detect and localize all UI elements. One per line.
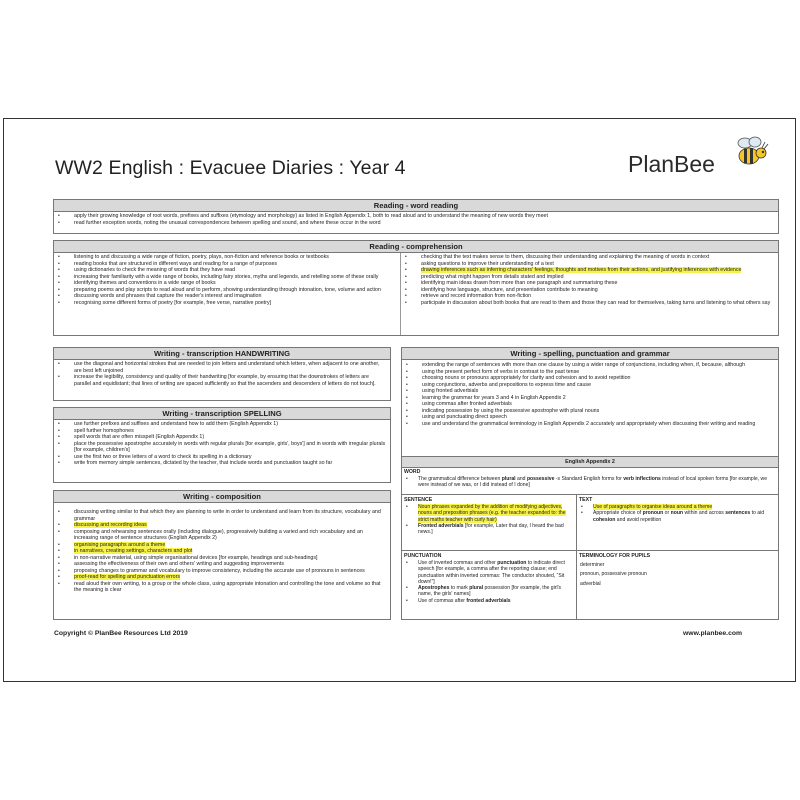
list-item: • identifying how language, structure, and presentation contribute to meaning <box>405 287 776 294</box>
list-item: • read further exception words, noting the unusual correspondences between spelling and sound, and where these occur in the word <box>58 220 775 227</box>
list-item: • predicting what might happen from details stated and implied <box>405 274 776 281</box>
list-item: • assessing the effectiveness of their own and others' writing and suggesting improvements <box>58 561 387 568</box>
list-item: • Appropriate choice of pronoun or noun within and across sentences to aid cohesion and avoid repetition <box>581 510 775 523</box>
list-item: • identifying main ideas drawn from more than one paragraph and summarising these <box>405 280 776 287</box>
word-reading-header: Reading - word reading <box>54 200 778 212</box>
list-item: • listening to and discussing a wide range of fiction, poetry, plays, non-fiction and reference books or textbooks <box>58 254 393 261</box>
list-item: • spell further homophones <box>58 428 387 435</box>
word-cell <box>402 467 778 495</box>
list-item: • use and understand the grammatical terminology in English Appendix 2 accurately and appropriately when discussing their writing and reading <box>406 421 775 428</box>
list-item: • Fronted adverbials [for example, Later that day, I heard the bad news.] <box>406 523 573 536</box>
highlighted-text: Use of paragraphs to organise ideas around a theme <box>593 504 713 510</box>
list-item: • using dictionaries to check the meaning of words that they have read <box>58 267 393 274</box>
website-link[interactable]: www.planbee.com <box>683 630 743 637</box>
composition-header: Writing - composition <box>54 491 390 503</box>
terminology-cell <box>577 551 778 619</box>
appendix-header: English Appendix 2 <box>402 456 778 468</box>
term: determiner <box>580 562 605 568</box>
list-item: • recognising some different forms of poetry [for example, free verse, narrative poetry] <box>58 300 393 307</box>
punctuation-cell <box>402 551 577 619</box>
list-item: • Use of inverted commas and other punctuation to indicate direct speech [for example, a comma after the reporting clause; end punctuation within inverted commas: The conductor shouted, “Sit down!”] <box>406 560 573 585</box>
list-item: • indicating possession by using the possessive apostrophe with plural nouns <box>406 408 775 415</box>
comprehension-header: Reading - comprehension <box>54 241 778 253</box>
list-item: • preparing poems and play scripts to read aloud and to perform, showing understanding through intonation, tone, volume and action <box>58 287 393 294</box>
list-item: • identifying themes and conventions in a wide range of books <box>58 280 393 287</box>
list-item: • read aloud their own writing, to a group or the whole class, using appropriate intonation and controlling the tone and volume so that the meaning is clear <box>58 581 387 594</box>
appendix-2-panel <box>402 456 778 620</box>
list-item: • in non-narrative material, using simple organisational devices [for example, headings and sub-headings] <box>58 555 387 562</box>
list-item: • use further prefixes and suffixes and understand how to add them (English Appendix 1) <box>58 421 387 428</box>
list-item: • using the present perfect form of verbs in contrast to the past tense <box>406 369 775 376</box>
highlighted-text: in narratives, creating settings, characters and plot <box>74 548 193 554</box>
list-item: • proposing changes to grammar and vocabulary to improve consistency, including the accurate use of pronouns in sentences <box>58 568 387 575</box>
page-title: WW2 English : Evacuee Diaries : Year 4 <box>55 157 406 179</box>
list-item: • checking that the text makes sense to them, discussing their understanding and explaining the meaning of words in context <box>405 254 776 261</box>
word-reading-list <box>54 212 778 227</box>
punctuation-title: PUNCTUATION <box>404 553 442 559</box>
term: pronoun, possessive pronoun <box>580 571 647 578</box>
list-item: • place the possessive apostrophe accurately in words with regular plurals [for example, girls', boys'] and in words with irregular plurals [for example, children's] <box>58 441 387 454</box>
list-item: • increasing their familiarity with a wide range of books, including fairy stories, myths and legends, and retelling some of these orally <box>58 274 393 281</box>
list-item: • learning the grammar for years 3 and 4 in English Appendix 2 <box>406 395 775 402</box>
handwriting-header: Writing - transcription HANDWRITING <box>54 348 390 360</box>
highlighted-text: proof-read for spelling and punctuation errors <box>74 574 180 580</box>
copyright-footer: Copyright © PlanBee Resources Ltd 2019 <box>54 630 188 637</box>
list-item: • spell words that are often misspelt (English Appendix 1) <box>58 434 387 441</box>
composition-section <box>53 490 391 620</box>
sentence-cell <box>402 495 577 551</box>
highlighted-text: Noun phrases expanded by the addition of modifying adjectives, nouns and preposition phrases (e.g. the teacher expanded to: the strict maths teacher with curly hair) <box>418 504 566 523</box>
list-item: • participate in discussion about both books that are read to them and those they can read for themselves, taking turns and listening to what others say <box>405 300 776 307</box>
list-item: • choosing nouns or pronouns appropriately for clarity and cohesion and to avoid repetition <box>406 375 775 382</box>
sentence-title: SENTENCE <box>404 497 433 503</box>
spag-section <box>401 347 779 620</box>
spelling-section <box>53 407 391 483</box>
spelling-header: Writing - transcription SPELLING <box>54 408 390 420</box>
list-item: • using conjunctions, adverbs and prepositions to express time and cause <box>406 382 775 389</box>
list-item: • increase the legibility, consistency and quality of their handwriting [for example, by ensuring that the downstrokes of letters are parallel and equidistant; that lines of writing are spaced sufficiently so that the ascenders and descenders of letters do not touch]. <box>58 374 387 387</box>
list-item: • retrieve and record information from non-fiction <box>405 293 776 300</box>
list-item <box>406 504 573 523</box>
list-item: • Use of commas after fronted adverbials <box>406 598 573 604</box>
bee-icon <box>731 134 771 174</box>
list-item: • apply their growing knowledge of root words, prefixes and suffixes (etymology and morphology) as listed in English Appendix 1, both to read aloud and to understand the meaning of new words they meet <box>58 213 775 220</box>
list-item: • write from memory simple sentences, dictated by the teacher, that include words and punctuation taught so far <box>58 460 387 467</box>
list-item: • extending the range of sentences with more than one clause by using a wider range of conjunctions, including when, if, because, although <box>406 362 775 369</box>
text-title: TEXT <box>579 497 593 503</box>
brand-name: PlanBee <box>628 151 715 177</box>
list-item: • reading books that are structured in different ways and reading for a range of purposes <box>58 261 393 268</box>
list-item: • use the diagonal and horizontal strokes that are needed to join letters and understand which letters, when adjacent to one another, are best left unjoined <box>58 361 387 374</box>
list-item: • discussing words and phrases that capture the reader's interest and imagination <box>58 293 393 300</box>
comprehension-right-column <box>400 253 779 335</box>
planbee-logo <box>628 140 778 186</box>
list-item: • Apostrophes to mark plural possession [for example, the girl's name, the girls' names] <box>406 585 573 598</box>
word-reading-section <box>53 199 779 234</box>
list-item: • discussing writing similar to that which they are planning to write in order to understand and learn from its structure, vocabulary and grammar <box>58 509 387 522</box>
term: adverbial <box>580 580 601 587</box>
comprehension-left-column <box>54 253 396 335</box>
list-item: • use the first two or three letters of a word to check its spelling in a dictionary <box>58 454 387 461</box>
comprehension-section <box>53 240 779 336</box>
list-item: • The grammatical difference between plural and possessive -s Standard English forms for verb inflections instead of local spoken forms [for example, we were instead of we was, or I did instead of I done] <box>406 476 775 489</box>
handwriting-section <box>53 347 391 401</box>
list-item: • using fronted adverbials <box>406 388 775 395</box>
highlighted-text: discussing and recording ideas <box>74 522 147 528</box>
list-item: • using and punctuating direct speech <box>406 414 775 421</box>
list-item: • using commas after fronted adverbials <box>406 401 775 408</box>
highlighted-text: drawing inferences such as inferring characters' feelings, thoughts and motives from their actions, and justifying inferences with evidence <box>421 267 742 273</box>
word-title: WORD <box>404 469 421 475</box>
list-item: • asking questions to improve their understanding of a text <box>405 261 776 268</box>
terminology-title: TERMINOLOGY FOR PUPILS <box>579 553 651 559</box>
text-cell <box>577 495 778 551</box>
spag-header: Writing - spelling, punctuation and grammar <box>402 348 778 360</box>
list-item: • composing and rehearsing sentences orally (including dialogue), progressively building a varied and rich vocabulary and an increasing range of sentence structures (English Appendix 2) <box>58 529 387 542</box>
highlighted-text: organising paragraphs around a theme <box>74 541 166 548</box>
